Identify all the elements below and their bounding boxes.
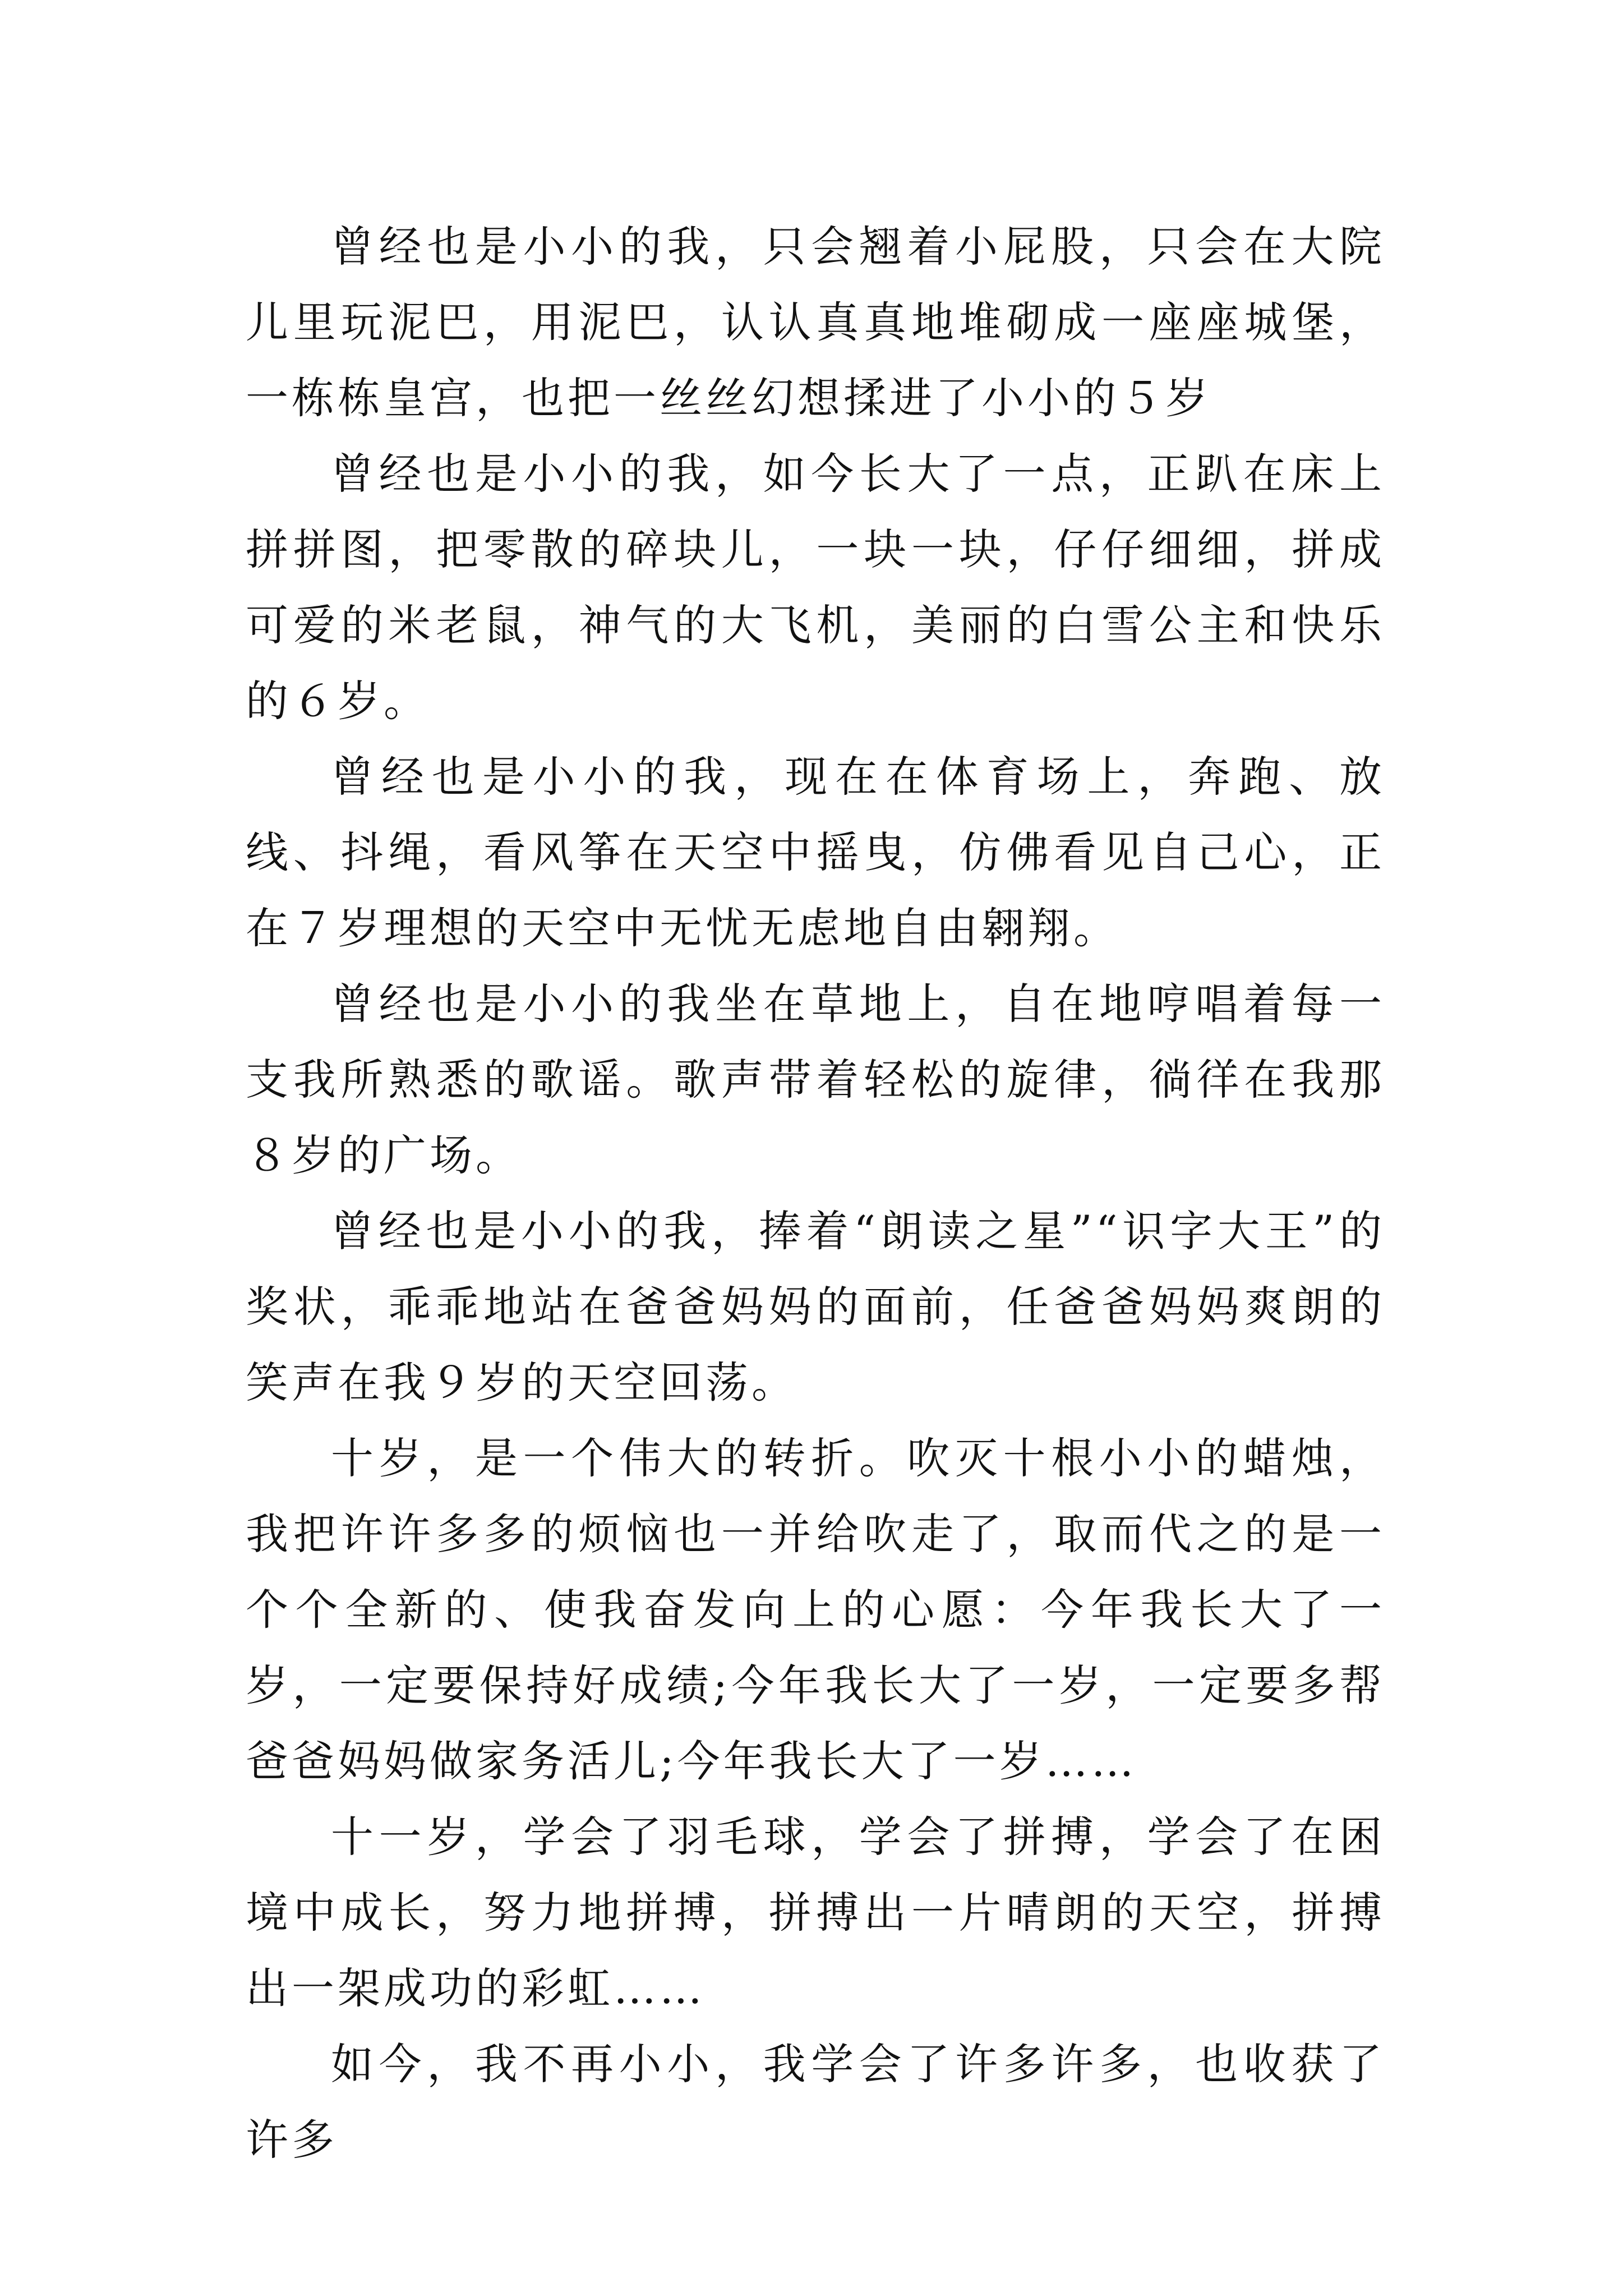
paragraph: 曾经也是小小的我坐在草地上，自在地哼唱着每一支我所熟悉的歌谣。歌声带着轻松的旋律，徜徉在我那８岁的广场。: [246, 979, 1385, 1180]
document-body: [246, 209, 1385, 2178]
paragraph: 如今，我不再小小，我学会了许多许多，也收获了许多: [246, 2039, 1385, 2165]
paragraph: 曾经也是小小的我，捧着“朗读之星”“识字大王”的奖状，乖乖地站在爸爸妈妈的面前，任爸爸妈妈爽朗的笑声在我９岁的天空回荡。: [246, 1206, 1385, 1407]
paragraph: 十一岁，学会了羽毛球，学会了拼搏，学会了在困境中成长，努力地拼搏，拼搏出一片晴朗的天空，拼搏出一架成功的彩虹……: [246, 1812, 1385, 2013]
paragraph: 十岁，是一个伟大的转折。吹灭十根小小的蜡烛，我把许许多多的烦恼也一并给吹走了，取而代之的是一个个全新的、使我奋发向上的心愿：今年我长大了一岁，一定要保持好成绩;今年我长大了一岁，一定要多帮爸爸妈妈做家务活儿;今年我长大了一岁……: [246, 1433, 1385, 1786]
paragraph: 曾经也是小小的我，只会翘着小屁股，只会在大院儿里玩泥巴，用泥巴，认认真真地堆砌成一座座城堡，一栋栋皇宫，也把一丝丝幻想揉进了小小的５岁: [246, 222, 1385, 423]
paragraph: 曾经也是小小的我，现在在体育场上，奔跑、放线、抖绳，看风筝在天空中摇曳，仿佛看见自己心，正在７岁理想的天空中无忧无虑地自由翱翔。: [246, 752, 1385, 953]
paragraph: 曾经也是小小的我，如今长大了一点，正趴在床上拼拼图，把零散的碎块儿，一块一块，仔仔细细，拼成可爱的米老鼠，神气的大飞机，美丽的白雪公主和快乐的６岁。: [246, 449, 1385, 726]
